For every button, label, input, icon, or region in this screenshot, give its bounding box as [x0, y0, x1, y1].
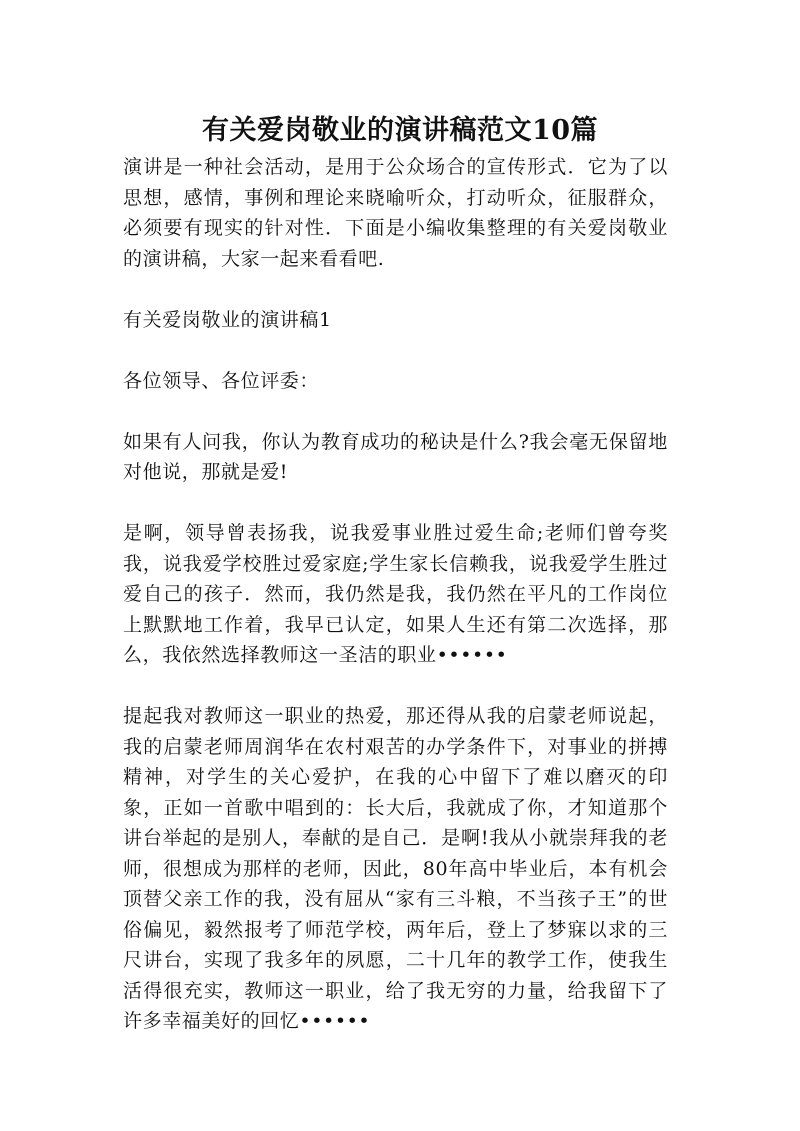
document-title: 有关爱岗敬业的演讲稿范文10篇 [201, 115, 599, 146]
body-paragraph: 提起我对教师这一职业的热爱，那还得从我的启蒙老师说起，我的启蒙老师周润华在农村艰苦的办学条件下，对事业的拼搏精神，对学生的关心爱护，在我的心中留下了难以磨灭的印象，正如一首歌中唱到的：长大后，我就成了你，才知道那个讲台举起的是别人，奉献的是自己．是啊!我从小就崇拜我的老师，很想成为那样的老师，因此，80年高中毕业后，本有机会顶替父亲工作的我，没有屈从“家有三斗粮，不当孩子王”的世俗偏见，毅然报考了师范学校，两年后，登上了梦寐以求的三尺讲台，实现了我多年的夙愿，二十几年的教学工作，使我生活得很充实，教师这一职业，给了我无穷的力量，给我留下了许多幸福美好的回忆•••••• [123, 705, 668, 1032]
speech-heading: 有关爱岗敬业的演讲稿1 [123, 308, 332, 331]
body-paragraph: 是啊，领导曾表扬我，说我爱事业胜过爱生命;老师们曾夸奖我，说我爱学校胜过爱家庭;学生家长信赖我，说我爱学生胜过爱自己的孩子．然而，我仍然是我，我仍然在平凡的工作岗位上默默地工作着，我早已认定，如果人生还有第二次选择，那么，我依然选择教师这一圣洁的职业•••••• [123, 522, 668, 666]
document-body [123, 152, 668, 1037]
intro-paragraph: 演讲是一种社会活动，是用于公众场合的宣传形式．它为了以思想，感情，事例和理论来晓喻听众，打动听众，征服群众，必须要有现实的针对性．下面是小编收集整理的有关爱岗敬业的演讲稿，大家一起来看看吧. [123, 156, 668, 270]
body-paragraph: 如果有人问我，你认为教育成功的秘诀是什么?我会毫无保留地对他说，那就是爱! [123, 430, 668, 483]
salutation: 各位领导、各位评委： [123, 369, 320, 392]
